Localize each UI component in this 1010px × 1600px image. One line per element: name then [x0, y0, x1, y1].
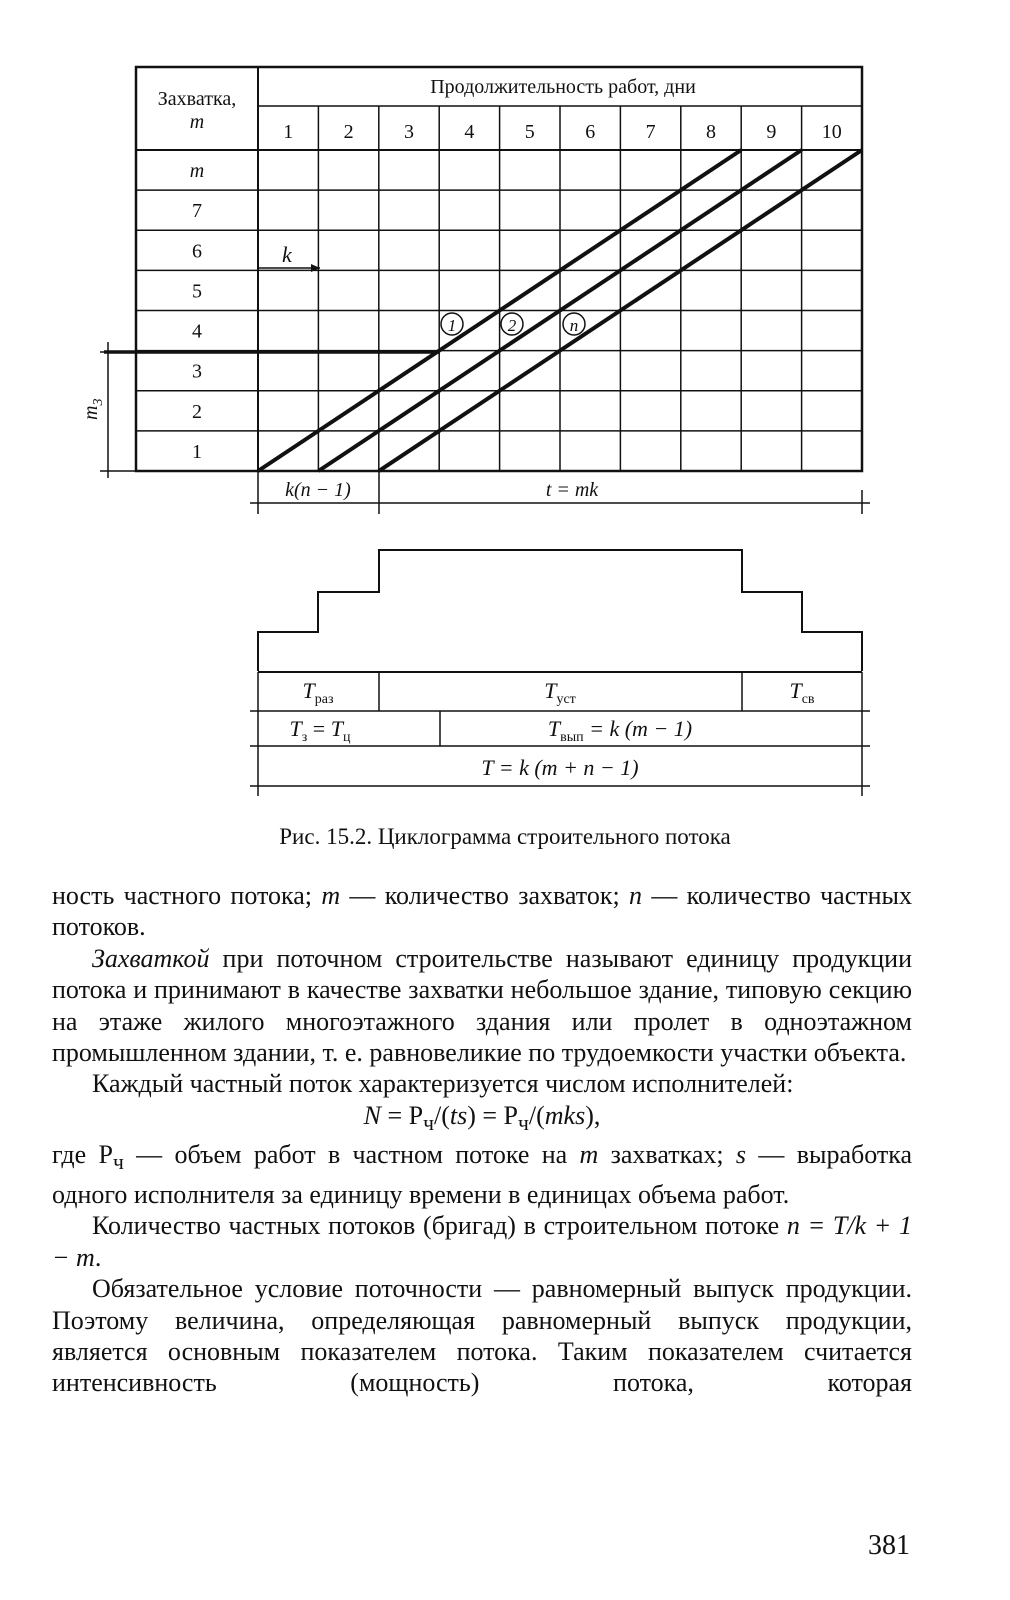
- cyclogram-cells: [136, 106, 862, 471]
- m3-label: $m_3$: [80, 398, 106, 420]
- paragraph-2: Захваткой при поточном строительстве называют единицу продукции потока и принимают в качестве захватки небольшое здание, типовую секцию на этаже жилого многоэтажного здания или пролет в одноэтажном промышленном здании, т. е. равновеликие по трудоемкости участки объекта.: [52, 943, 912, 1068]
- t-equals-mk-label: t = mk: [545, 479, 599, 501]
- row-label: 5: [192, 280, 202, 303]
- svg-text:1: 1: [447, 316, 457, 335]
- intensity-profile: [258, 550, 862, 671]
- day-label: 5: [524, 121, 535, 143]
- row-label: 4: [192, 320, 202, 343]
- row-label: 1: [192, 440, 202, 463]
- row-labels: [190, 160, 204, 463]
- row-label: 2: [192, 400, 202, 423]
- day-labels: [283, 121, 842, 143]
- t-total-label: T = k (m + n − 1): [481, 755, 639, 780]
- formula-n: $N = Р_ч/(ts) = Р_ч/(mks)$,: [363, 1100, 601, 1136]
- day-label: 3: [404, 121, 414, 143]
- row-label: 6: [192, 240, 202, 263]
- svg-text:2: 2: [507, 316, 517, 335]
- day-label: 10: [821, 121, 842, 143]
- day-label: 2: [343, 121, 354, 143]
- paragraph-6: Обязательное условие поточности — равномерный выпуск продукции. Поэтому величина, определяющая равномерный выпуск продукции, является основным показателем потока. Таким показателем считается интенсивность (мощность) потока, которая: [52, 1274, 912, 1398]
- row-header-symbol: m: [189, 111, 205, 133]
- t-sv-label: $T_{св}$: [789, 678, 815, 707]
- figure-caption: Рис. 15.2. Циклограмма строительного потока: [279, 824, 731, 849]
- m3-dimension: [100, 342, 136, 478]
- t-vyp-label: $T_{вып} = k$ (m − 1): [547, 716, 693, 745]
- day-label: 8: [706, 121, 716, 143]
- row-header-label: Захватка,: [157, 88, 237, 110]
- page-number: 381: [868, 1530, 910, 1561]
- paragraph-1: ность частного потока; m — количество захваток; n — количество частных потоков.: [52, 881, 912, 942]
- day-label: 4: [464, 121, 475, 143]
- row-label: 3: [192, 360, 202, 383]
- duration-header: Продолжительность работ, дни: [430, 76, 696, 98]
- day-label: 1: [283, 121, 294, 143]
- svg-text:n: n: [569, 316, 579, 335]
- day-label: 6: [585, 121, 596, 143]
- k-n-minus-1-label: k(n − 1): [285, 479, 351, 501]
- flow-label-1: [441, 313, 463, 335]
- paragraph-3: Каждый частный поток характеризуется числом исполнителей:: [92, 1069, 794, 1099]
- t-ust-label: $T_{уст}$: [544, 678, 576, 707]
- day-label: 9: [766, 121, 777, 143]
- flow-label-2: [501, 313, 523, 335]
- body-text: [52, 880, 912, 1399]
- day-label: 7: [645, 121, 656, 143]
- row-label: 7: [192, 200, 202, 223]
- flow-label-n: [563, 313, 585, 335]
- paragraph-4: где $Р_ч$ — объем работ в частном потоке на m захватках; s — выработка одного исполнителя за единицу времени в единицах объема работ.: [52, 1140, 913, 1210]
- t3-equals-tc-label: $T_з = T_ц$: [289, 716, 351, 745]
- row-label: m: [189, 160, 205, 182]
- t-raz-label: $T_{раз}$: [302, 678, 334, 707]
- paragraph-5: Количество частных потоков (бригад) в строительном потоке n = T/k + 1 − m.: [52, 1211, 912, 1272]
- step-k-label: k: [282, 242, 292, 267]
